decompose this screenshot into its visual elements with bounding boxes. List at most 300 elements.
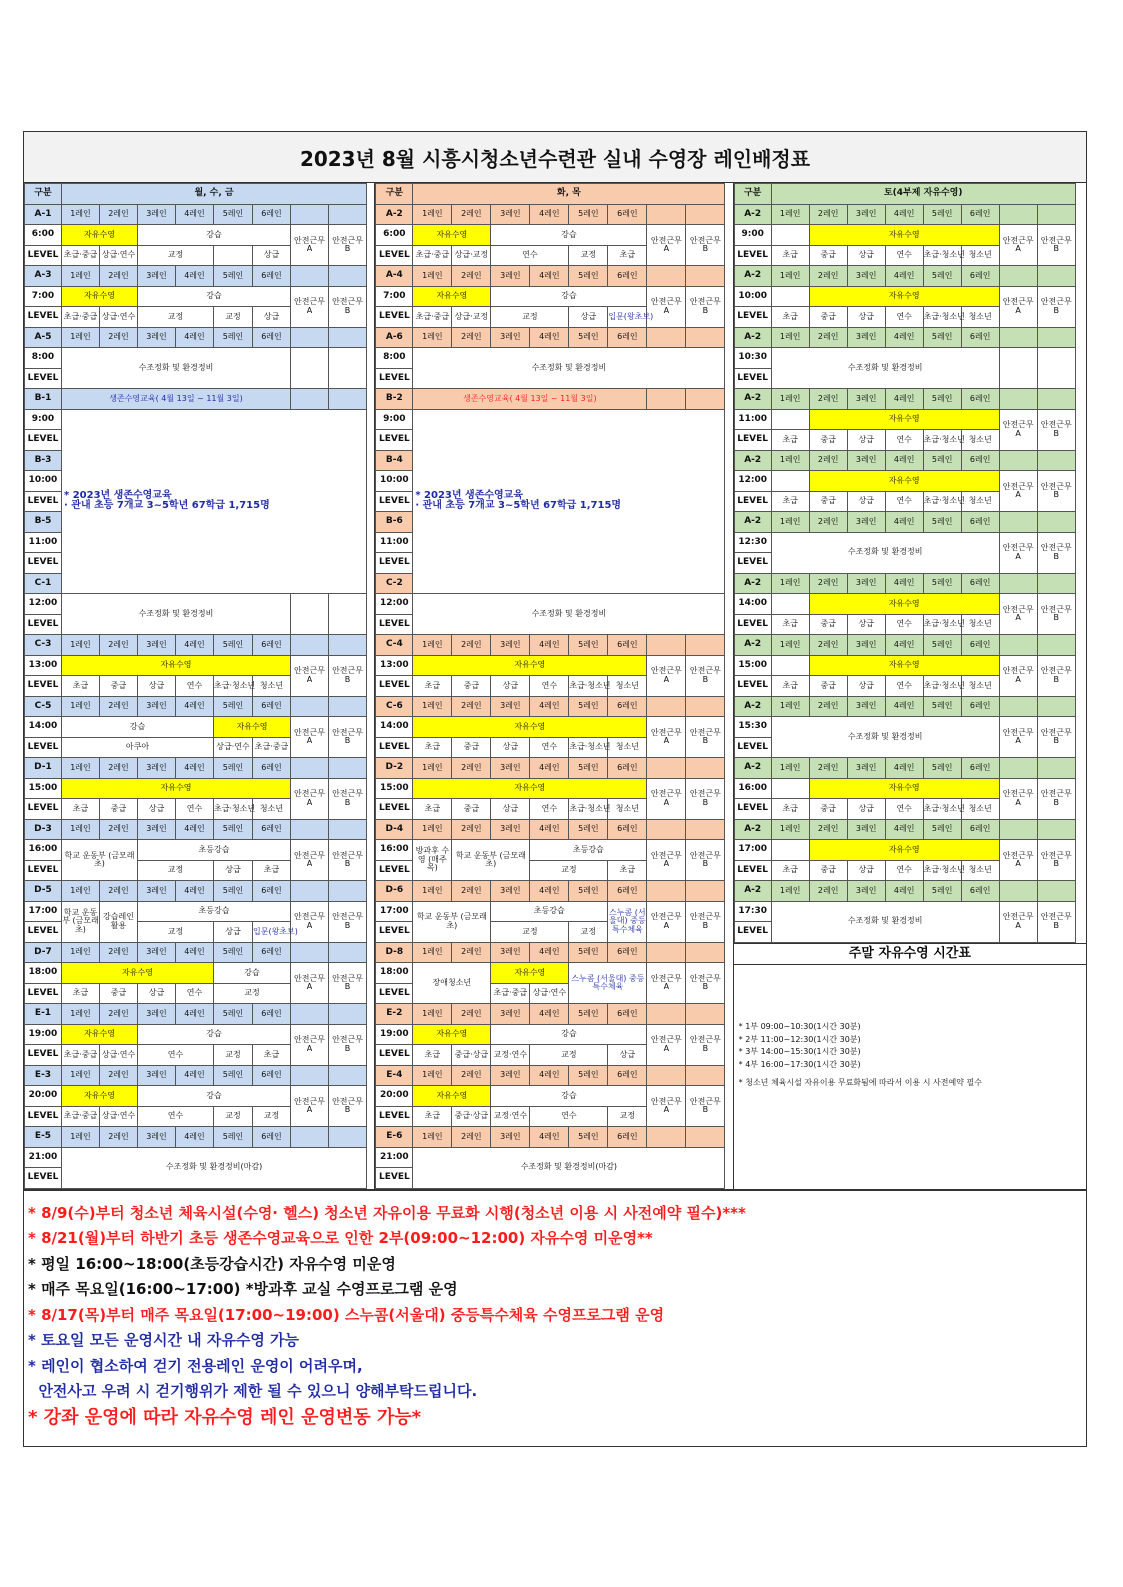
lane-header: 2레인 bbox=[452, 635, 491, 656]
grid-cell bbox=[1037, 348, 1075, 389]
free-swim-cell: 자유수영 bbox=[62, 225, 138, 246]
safety-b: 안전근무 B bbox=[686, 963, 725, 1004]
grid-cell bbox=[329, 819, 367, 840]
lane-header: 6레인 bbox=[961, 758, 999, 779]
grid-cell bbox=[291, 348, 329, 389]
lesson-cell: 강습 bbox=[491, 286, 647, 307]
lane-header: 5레인 bbox=[923, 696, 961, 717]
notice-item: * 매주 목요일(16:00~17:00) *방과후 교실 수영프로그램 운영 bbox=[28, 1280, 458, 1298]
grid-cell: 초급·청소년 bbox=[923, 860, 961, 881]
time-label: 9:00 bbox=[376, 409, 413, 430]
grid-cell bbox=[329, 758, 367, 779]
grid-cell: 연수 bbox=[530, 1106, 608, 1127]
grid-cell bbox=[647, 266, 686, 287]
grid-cell bbox=[291, 819, 329, 840]
grid-cell: 중급 bbox=[100, 983, 138, 1004]
time-label: 20:00 bbox=[376, 1086, 413, 1107]
notice-item: * 8/9(수)부터 청소년 체육시설(수영· 헬스) 청소년 자유이용 무료화 시행(청소년 이용 시 사전예약 필수)*** bbox=[28, 1203, 746, 1222]
free-swim-cell: 자유수영 bbox=[62, 778, 291, 799]
survival-note-line: · 관내 초등 7개교 3~5학년 67학급 1,715명 bbox=[415, 500, 622, 512]
lane-header: 4레인 bbox=[176, 942, 214, 963]
lane-header: 3레인 bbox=[491, 758, 530, 779]
survival-header: 생존수영교육( 4월 13일 ~ 11월 3일) bbox=[413, 389, 647, 410]
time-label: 8:00 bbox=[376, 348, 413, 369]
grid-cell bbox=[647, 327, 686, 348]
safety-a: 안전근무 A bbox=[647, 901, 686, 942]
safety-a: 안전근무 A bbox=[291, 286, 329, 327]
grid-cell: 초급·청소년 bbox=[569, 799, 608, 820]
time-label: 12:00 bbox=[734, 471, 771, 492]
lane-header: 3레인 bbox=[847, 635, 885, 656]
cleaning-cell: 수조정화 및 환경정비(마감) bbox=[413, 1147, 725, 1188]
slot-code: E-5 bbox=[25, 1127, 62, 1148]
grid-cell bbox=[1037, 819, 1075, 840]
grid-cell bbox=[686, 327, 725, 348]
lane-header: 3레인 bbox=[491, 635, 530, 656]
lesson-cell: 강습 bbox=[138, 286, 291, 307]
grid-cell: 상급·교정 bbox=[452, 307, 491, 328]
weekend-line: * 2부 11:00~12:30(1시간 30분) bbox=[738, 1034, 861, 1044]
lane-header: 6레인 bbox=[961, 327, 999, 348]
level-label: LEVEL bbox=[734, 614, 771, 635]
lane-header: 5레인 bbox=[214, 758, 253, 779]
grid-cell bbox=[999, 327, 1037, 348]
survival-note bbox=[62, 409, 367, 594]
time-label: 15:00 bbox=[734, 655, 771, 676]
level-label: LEVEL bbox=[734, 799, 771, 820]
safety-b: 안전근무 B bbox=[329, 901, 367, 942]
lane-header: 4레인 bbox=[530, 1065, 569, 1086]
weekend-note: * 청소년 체육시설 자유이용 무료화됨에 따라서 이용 시 사전예약 필수 bbox=[738, 1078, 982, 1087]
lane-header: 2레인 bbox=[809, 204, 847, 225]
grid-cell bbox=[291, 594, 329, 635]
level-label: LEVEL bbox=[25, 737, 62, 758]
lane-header: 2레인 bbox=[100, 204, 138, 225]
notice-item: * 레인이 협소하여 걷기 전용레인 운영이 어려우며, bbox=[28, 1356, 363, 1375]
grid-cell: 상급·연수 bbox=[100, 245, 138, 266]
weekend-line: * 1부 09:00~10:30(1시간 30분) bbox=[738, 1022, 861, 1031]
grid-cell: 초급·중급 bbox=[253, 737, 291, 758]
slot-code: A-4 bbox=[376, 266, 413, 287]
lane-header: 1레인 bbox=[413, 1065, 452, 1086]
lane-header: 6레인 bbox=[608, 758, 647, 779]
lane-header: 3레인 bbox=[491, 327, 530, 348]
grid-cell: 연수 bbox=[885, 307, 923, 328]
lane-header: 2레인 bbox=[100, 942, 138, 963]
lane-header: 5레인 bbox=[214, 266, 253, 287]
grid-cell: 청소년 bbox=[961, 245, 999, 266]
level-label: LEVEL bbox=[376, 676, 413, 697]
notice-list bbox=[24, 1189, 1086, 1447]
grid-cell: 초급·청소년 bbox=[923, 491, 961, 512]
grid-cell: 교정 bbox=[569, 922, 608, 943]
lane-header: 3레인 bbox=[847, 389, 885, 410]
lane-header: 4레인 bbox=[885, 635, 923, 656]
lane-header: 6레인 bbox=[961, 573, 999, 594]
slot-code: C-2 bbox=[376, 573, 413, 594]
slot-code: A-5 bbox=[25, 327, 62, 348]
grid-cell: 청소년 bbox=[961, 799, 999, 820]
lane-header: 5레인 bbox=[923, 573, 961, 594]
grid-cell bbox=[771, 840, 809, 861]
lane-header: 3레인 bbox=[847, 819, 885, 840]
grid-cell: 상급 bbox=[847, 614, 885, 635]
lane-header: 6레인 bbox=[608, 881, 647, 902]
lane-header: 1레인 bbox=[413, 327, 452, 348]
lane-header: 3레인 bbox=[491, 696, 530, 717]
grid-cell: 상급 bbox=[847, 245, 885, 266]
level-label: LEVEL bbox=[734, 553, 771, 574]
lane-header: 1레인 bbox=[62, 1004, 100, 1025]
grid-cell bbox=[1037, 389, 1075, 410]
slot-code: A-2 bbox=[734, 389, 771, 410]
time-label: 13:00 bbox=[25, 655, 62, 676]
lane-header: 4레인 bbox=[176, 1127, 214, 1148]
grid-cell: 초급 bbox=[413, 737, 452, 758]
time-label: 17:30 bbox=[734, 901, 771, 922]
grid-cell: 초급 bbox=[62, 799, 100, 820]
grid-cell: 교정 bbox=[214, 1106, 253, 1127]
time-label: 15:00 bbox=[25, 778, 62, 799]
safety-a: 안전근무 A bbox=[291, 717, 329, 758]
lane-header: 5레인 bbox=[569, 758, 608, 779]
safety-a: 안전근무 A bbox=[999, 225, 1037, 266]
cleaning-cell: 수조정화 및 환경정비 bbox=[413, 348, 725, 389]
lesson-cell: 강습 bbox=[491, 225, 647, 246]
grid-cell bbox=[291, 327, 329, 348]
grid-cell bbox=[686, 758, 725, 779]
grid-cell: 청소년 bbox=[608, 676, 647, 697]
lane-header: 4레인 bbox=[176, 266, 214, 287]
slot-code: D-6 bbox=[376, 881, 413, 902]
grid-cell bbox=[686, 696, 725, 717]
level-label: LEVEL bbox=[376, 860, 413, 881]
safety-b: 안전근무 B bbox=[329, 286, 367, 327]
level-label: LEVEL bbox=[376, 1106, 413, 1127]
time-label: 15:30 bbox=[734, 717, 771, 738]
mon-wed-fri-section bbox=[24, 183, 375, 1189]
grid-cell: 청소년 bbox=[253, 676, 291, 697]
safety-a: 안전근무 A bbox=[291, 963, 329, 1004]
lane-header: 6레인 bbox=[608, 635, 647, 656]
lane-header: 3레인 bbox=[491, 266, 530, 287]
level-label: LEVEL bbox=[25, 983, 62, 1004]
lane-header: 1레인 bbox=[771, 389, 809, 410]
lane-header: 5레인 bbox=[569, 1127, 608, 1148]
grid-cell: 상급 bbox=[138, 799, 176, 820]
grid-cell: 교정 bbox=[491, 307, 569, 328]
time-label: 13:00 bbox=[376, 655, 413, 676]
safety-b: 안전근무 B bbox=[329, 778, 367, 819]
lane-header: 5레인 bbox=[214, 881, 253, 902]
grid-cell: 상급 bbox=[253, 307, 291, 328]
grid-cell bbox=[999, 696, 1037, 717]
time-label: 16:00 bbox=[376, 840, 413, 861]
grid-cell: 상급 bbox=[847, 860, 885, 881]
grid-cell bbox=[999, 204, 1037, 225]
grid-cell: 연수 bbox=[885, 860, 923, 881]
lane-header: 2레인 bbox=[809, 450, 847, 471]
grid-cell: 초급 bbox=[413, 799, 452, 820]
lane-header: 6레인 bbox=[961, 635, 999, 656]
free-swim-cell: 자유수영 bbox=[62, 1024, 138, 1045]
level-label: LEVEL bbox=[376, 983, 413, 1004]
grid-cell: 초급·중급 bbox=[491, 983, 530, 1004]
grid-cell bbox=[686, 881, 725, 902]
time-label: 10:00 bbox=[734, 286, 771, 307]
cleaning-cell: 수조정화 및 환경정비(마감) bbox=[62, 1147, 367, 1188]
lane-header: 2레인 bbox=[100, 758, 138, 779]
lane-header: 6레인 bbox=[961, 266, 999, 287]
lane-header: 2레인 bbox=[809, 819, 847, 840]
slot-code: A-2 bbox=[734, 512, 771, 533]
grid-cell bbox=[647, 696, 686, 717]
grid-cell: 상급 bbox=[847, 307, 885, 328]
lane-header: 1레인 bbox=[771, 696, 809, 717]
grid-cell: 연수 bbox=[885, 676, 923, 697]
grid-cell: 교정 bbox=[138, 860, 214, 881]
safety-a: 안전근무 A bbox=[291, 778, 329, 819]
slot-code: C-4 bbox=[376, 635, 413, 656]
grid-cell bbox=[1037, 696, 1075, 717]
survival-note-line: * 2023년 생존수영교육 bbox=[415, 489, 523, 501]
grid-cell: 중급 bbox=[809, 614, 847, 635]
time-label: 17:00 bbox=[25, 901, 62, 922]
saturday-section bbox=[734, 183, 1086, 1189]
safety-b: 안전근무 B bbox=[329, 225, 367, 266]
lane-header: 5레인 bbox=[923, 512, 961, 533]
grid-cell bbox=[329, 1065, 367, 1086]
lane-header: 1레인 bbox=[771, 204, 809, 225]
grid-cell: 초등강습 bbox=[138, 840, 291, 861]
grid-cell bbox=[771, 778, 809, 799]
survival-note-line: * 2023년 생존수영교육 bbox=[64, 489, 172, 501]
grid-cell: 학교 운동부 (금모래초) bbox=[452, 840, 530, 881]
level-label: LEVEL bbox=[25, 676, 62, 697]
grid-cell: 교정 bbox=[530, 860, 608, 881]
lane-header: 4레인 bbox=[176, 1065, 214, 1086]
notice-item: * 8/21(월)부터 하반기 초등 생존수영교육으로 인한 2부(09:00~12:00) 자유수영 미운영** bbox=[28, 1229, 653, 1247]
grid-cell: 초급 bbox=[608, 245, 647, 266]
safety-b: 안전근무 B bbox=[329, 1024, 367, 1065]
grid-cell: 교정 bbox=[608, 1106, 647, 1127]
cleaning-cell: 수조정화 및 환경정비 bbox=[771, 717, 999, 758]
grid-cell bbox=[329, 327, 367, 348]
lesson-cell: 강습 bbox=[138, 1086, 291, 1107]
grid-cell: 초급·청소년 bbox=[923, 614, 961, 635]
grid-cell bbox=[686, 1004, 725, 1025]
lane-header: 6레인 bbox=[961, 450, 999, 471]
time-label: 6:00 bbox=[25, 225, 62, 246]
level-label: LEVEL bbox=[734, 676, 771, 697]
safety-a: 안전근무 A bbox=[291, 901, 329, 942]
sec-tue-table bbox=[375, 183, 725, 1189]
grid-cell bbox=[999, 450, 1037, 471]
safety-a: 안전근무 A bbox=[999, 717, 1037, 758]
level-label: LEVEL bbox=[25, 799, 62, 820]
safety-a: 안전근무 A bbox=[647, 655, 686, 696]
grid-cell bbox=[686, 1127, 725, 1148]
lane-header: 5레인 bbox=[569, 635, 608, 656]
grid-cell: 상급 bbox=[847, 430, 885, 451]
grid-cell: 상급 bbox=[847, 799, 885, 820]
level-label: LEVEL bbox=[376, 307, 413, 328]
grid-cell: 초급·중급 bbox=[413, 307, 452, 328]
safety-a: 안전근무 A bbox=[999, 286, 1037, 327]
grid-cell: 중급 bbox=[809, 860, 847, 881]
safety-a: 안전근무 A bbox=[999, 471, 1037, 512]
grid-cell: 학교 운동부 (금모래초) bbox=[62, 901, 100, 942]
slot-code: B-6 bbox=[376, 512, 413, 533]
grid-cell: 교정 bbox=[138, 922, 214, 943]
grid-cell: 초급 bbox=[62, 983, 100, 1004]
lane-header: 1레인 bbox=[62, 696, 100, 717]
safety-b: 안전근무 B bbox=[1037, 778, 1075, 819]
grid-cell bbox=[647, 1004, 686, 1025]
grid-cell bbox=[771, 409, 809, 430]
lane-header: 1레인 bbox=[62, 327, 100, 348]
time-label: 7:00 bbox=[376, 286, 413, 307]
lane-header: 2레인 bbox=[100, 881, 138, 902]
lane-header: 3레인 bbox=[491, 881, 530, 902]
safety-b: 안전근무 B bbox=[686, 901, 725, 942]
time-label: 7:00 bbox=[25, 286, 62, 307]
time-label: 8:00 bbox=[25, 348, 62, 369]
level-label: LEVEL bbox=[376, 1168, 413, 1189]
level-label: LEVEL bbox=[376, 491, 413, 512]
header-gubun: 구분 bbox=[734, 184, 771, 205]
safety-a: 안전근무 A bbox=[291, 1024, 329, 1065]
grid-cell: 상급 bbox=[253, 245, 291, 266]
header-days: 토(4부제 자유수영) bbox=[771, 184, 1075, 205]
lane-header: 5레인 bbox=[214, 204, 253, 225]
level-label: LEVEL bbox=[25, 491, 62, 512]
level-label: LEVEL bbox=[25, 1168, 62, 1189]
lane-header: 4레인 bbox=[885, 696, 923, 717]
lane-header: 6레인 bbox=[253, 635, 291, 656]
time-label: 10:00 bbox=[376, 471, 413, 492]
grid-cell bbox=[999, 348, 1037, 389]
time-label: 10:30 bbox=[734, 348, 771, 369]
lane-header: 2레인 bbox=[100, 327, 138, 348]
level-label: LEVEL bbox=[25, 922, 62, 943]
grid-cell bbox=[686, 266, 725, 287]
grid-cell bbox=[329, 348, 367, 389]
free-swim-cell: 자유수영 bbox=[809, 471, 999, 492]
lane-header: 2레인 bbox=[100, 1004, 138, 1025]
slot-code: D-3 bbox=[25, 819, 62, 840]
time-label: 14:00 bbox=[734, 594, 771, 615]
slot-code: A-3 bbox=[25, 266, 62, 287]
grid-cell: 연수 bbox=[885, 491, 923, 512]
lane-header: 3레인 bbox=[138, 881, 176, 902]
lane-header: 1레인 bbox=[62, 819, 100, 840]
grid-cell: 중급 bbox=[452, 799, 491, 820]
grid-cell bbox=[329, 594, 367, 635]
slot-code: A-2 bbox=[734, 450, 771, 471]
safety-b: 안전근무 B bbox=[329, 840, 367, 881]
grid-cell: 중급 bbox=[809, 676, 847, 697]
lane-header: 6레인 bbox=[253, 204, 291, 225]
lane-header: 4레인 bbox=[176, 327, 214, 348]
slot-code: B-4 bbox=[376, 450, 413, 471]
lane-header: 1레인 bbox=[771, 881, 809, 902]
grid-cell bbox=[329, 635, 367, 656]
survival-header: 생존수영교육( 4월 13일 ~ 11월 3일) bbox=[62, 389, 291, 410]
schedule-sheet bbox=[23, 131, 1087, 1447]
lane-header: 5레인 bbox=[923, 450, 961, 471]
grid-cell: 초급·청소년 bbox=[569, 676, 608, 697]
grid-cell bbox=[1037, 327, 1075, 348]
grid-cell: 중급 bbox=[809, 307, 847, 328]
weekend-line: * 3부 14:00~15:30(1시간 30분) bbox=[738, 1047, 861, 1056]
safety-b: 안전근무 B bbox=[1037, 717, 1075, 758]
lane-header: 4레인 bbox=[885, 204, 923, 225]
lane-header: 1레인 bbox=[413, 696, 452, 717]
grid-cell bbox=[291, 696, 329, 717]
slot-code: E-4 bbox=[376, 1065, 413, 1086]
lane-header: 5레인 bbox=[569, 696, 608, 717]
grid-cell bbox=[329, 942, 367, 963]
lane-header: 6레인 bbox=[961, 881, 999, 902]
safety-a: 안전근무 A bbox=[999, 778, 1037, 819]
free-swim-cell: 자유수영 bbox=[214, 717, 291, 738]
level-label: LEVEL bbox=[25, 1045, 62, 1066]
grid-cell: 교정 bbox=[214, 983, 291, 1004]
grid-cell: 초급 bbox=[771, 245, 809, 266]
lane-header: 1레인 bbox=[62, 758, 100, 779]
lane-header: 5레인 bbox=[569, 1004, 608, 1025]
level-label: LEVEL bbox=[734, 245, 771, 266]
slot-code: C-3 bbox=[25, 635, 62, 656]
grid-cell: 청소년 bbox=[608, 737, 647, 758]
grid-cell: 초급 bbox=[771, 491, 809, 512]
grid-cell: 중급 bbox=[452, 676, 491, 697]
grid-cell bbox=[291, 635, 329, 656]
grid-cell: 초급 bbox=[771, 614, 809, 635]
lane-header: 6레인 bbox=[253, 327, 291, 348]
safety-a: 안전근무 A bbox=[647, 963, 686, 1004]
slot-code: A-2 bbox=[734, 573, 771, 594]
grid-cell bbox=[686, 1065, 725, 1086]
lane-header: 6레인 bbox=[608, 1065, 647, 1086]
grid-cell: 상급 bbox=[491, 737, 530, 758]
grid-cell bbox=[647, 758, 686, 779]
time-label: 11:00 bbox=[376, 532, 413, 553]
grid-cell: 청소년 bbox=[961, 491, 999, 512]
grid-cell bbox=[329, 696, 367, 717]
grid-cell: 교정 bbox=[138, 245, 214, 266]
grid-cell bbox=[329, 1127, 367, 1148]
grid-cell bbox=[999, 881, 1037, 902]
grid-cell: 중급 bbox=[809, 430, 847, 451]
lane-header: 1레인 bbox=[413, 881, 452, 902]
grid-cell: 초급 bbox=[771, 307, 809, 328]
grid-cell bbox=[686, 389, 725, 410]
grid-cell bbox=[647, 819, 686, 840]
lane-header: 1레인 bbox=[413, 266, 452, 287]
grid-cell: 상급 bbox=[214, 922, 253, 943]
safety-a: 안전근무 A bbox=[999, 594, 1037, 635]
grid-cell: 상급 bbox=[138, 676, 176, 697]
lane-header: 4레인 bbox=[530, 1127, 569, 1148]
lane-header: 4레인 bbox=[530, 266, 569, 287]
grid-cell: 초급·중급 bbox=[413, 245, 452, 266]
grid-cell: 연수 bbox=[176, 983, 214, 1004]
lane-header: 5레인 bbox=[923, 389, 961, 410]
lane-header: 4레인 bbox=[885, 819, 923, 840]
safety-a: 안전근무 A bbox=[647, 286, 686, 327]
